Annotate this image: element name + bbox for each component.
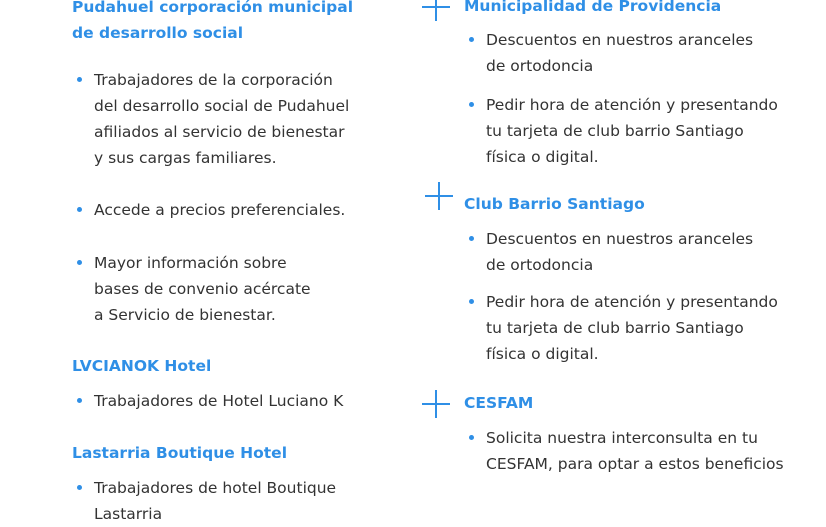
section-title-club-barrio: Club Barrio Santiago (464, 195, 645, 213)
list-item: Trabajadores de Hotel Luciano K (94, 388, 343, 414)
section-title-lvcianok: LVCIANOK Hotel (72, 357, 212, 375)
section-title-pudahuel: Pudahuel corporación municipal de desarrollo social (72, 0, 354, 42)
plus-icon[interactable] (425, 182, 453, 210)
plus-icon[interactable] (422, 0, 450, 21)
list-item: Descuentos en nuestros aranceles de ortodoncia (486, 27, 753, 79)
section-title-cesfam: CESFAM (464, 394, 534, 412)
list-item: Trabajadores de la corporación del desarrollo social de Pudahuel afiliados al servicio de bienestar y sus cargas familiares. (94, 67, 349, 171)
section-title-lastarria: Lastarria Boutique Hotel (72, 444, 288, 462)
list-item: Descuentos en nuestros aranceles de ortodoncia (486, 226, 753, 278)
list-item: Pedir hora de atención y presentando tu tarjeta de club barrio Santiago física o digital. (486, 92, 778, 170)
list-item: Accede a precios preferenciales. (94, 197, 345, 223)
list-item: Trabajadores de hotel Boutique Lastarria (94, 475, 336, 527)
list-item: Solicita nuestra interconsulta en tu CESFAM, para optar a estos beneficios (486, 425, 784, 477)
section-title-providencia: Municipalidad de Providencia (464, 0, 722, 15)
list-item: Mayor información sobre bases de convenio acércate a Servicio de bienestar. (94, 250, 311, 328)
list-item: Pedir hora de atención y presentando tu tarjeta de club barrio Santiago física o digital. (486, 289, 778, 367)
plus-icon[interactable] (422, 390, 450, 418)
